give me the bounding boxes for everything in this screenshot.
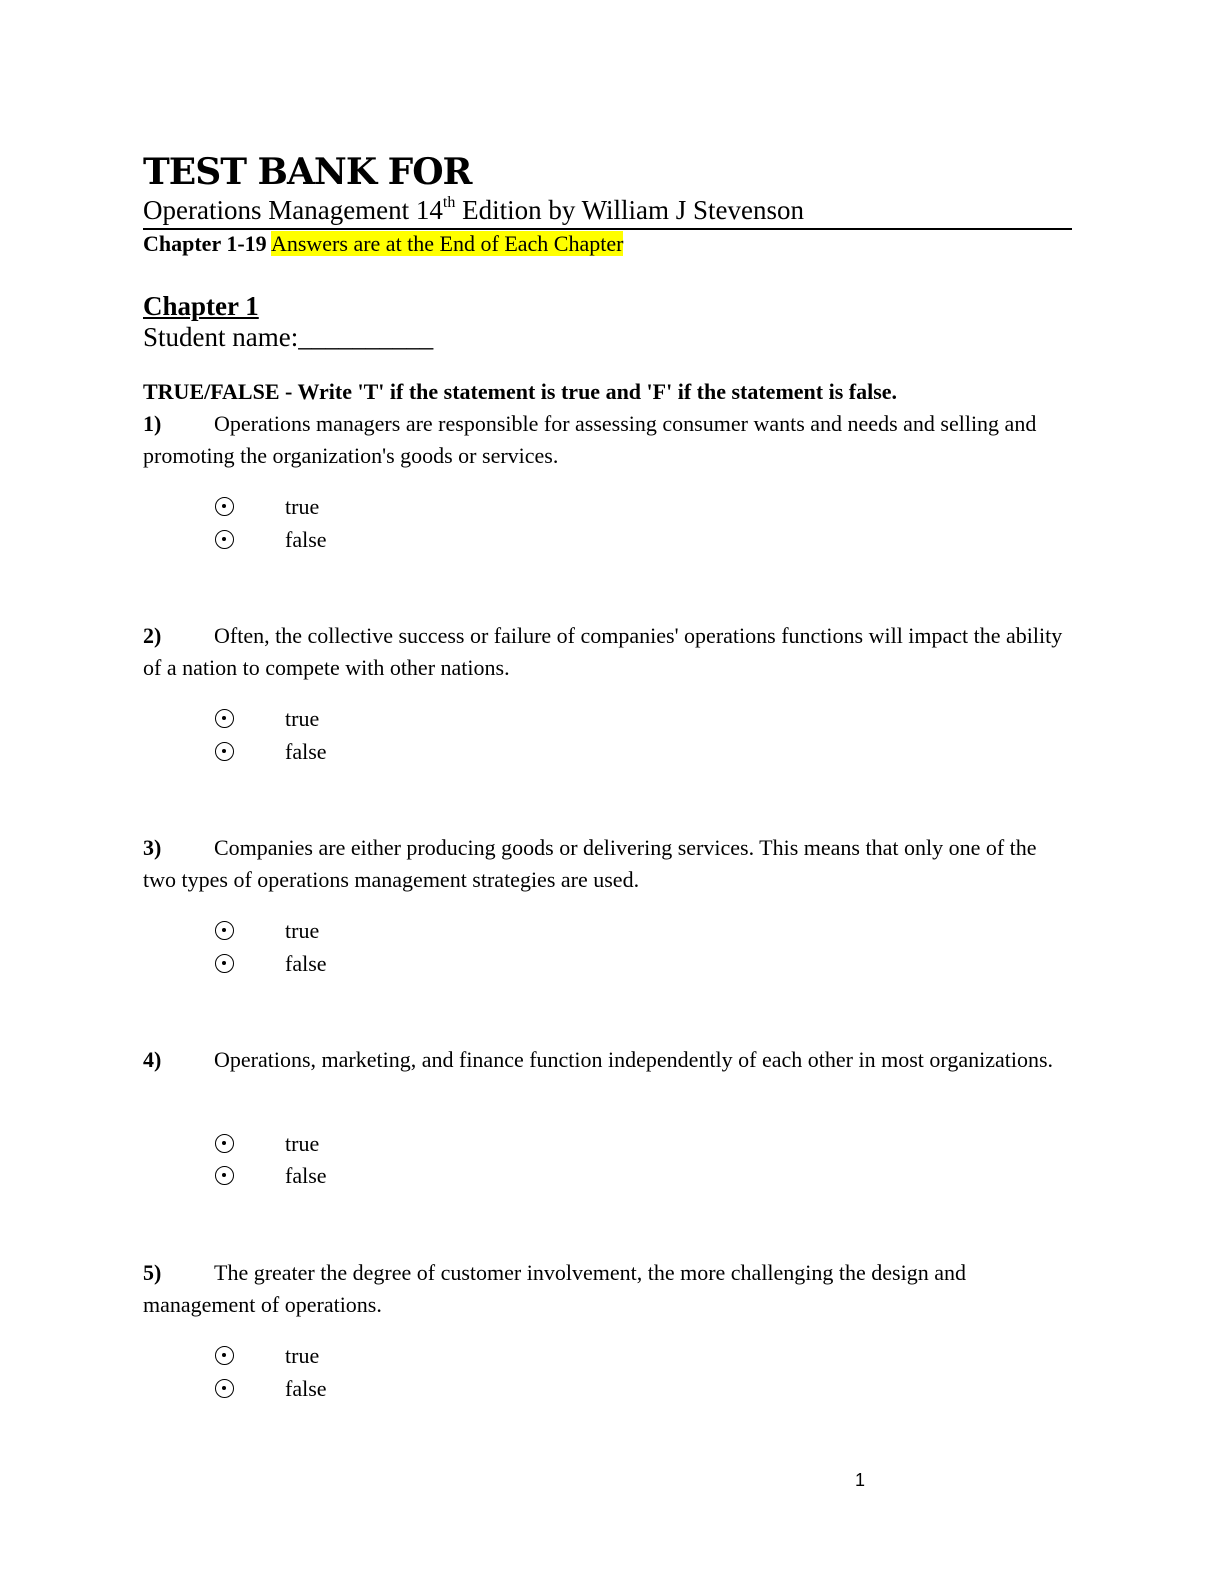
chapter-range-line bbox=[143, 230, 623, 258]
question-5 bbox=[143, 1257, 1073, 1321]
radio-button-icon[interactable] bbox=[215, 530, 234, 549]
radio-button-icon[interactable] bbox=[215, 1346, 234, 1365]
option-label: false bbox=[285, 951, 327, 976]
subtitle-author: Edition by William J Stevenson bbox=[455, 195, 805, 225]
question-text: Companies are either producing goods or delivering services. This means that only one of the two types of operations management strategies are used. bbox=[143, 835, 1037, 892]
book-subtitle bbox=[143, 192, 1072, 230]
student-name-field[interactable]: Student name:__________ bbox=[143, 322, 434, 352]
radio-button-icon[interactable] bbox=[215, 742, 234, 761]
question-text: Often, the collective success or failure of companies' operations functions will impact the ability of a nation to compete with other nations. bbox=[143, 623, 1063, 680]
question-1 bbox=[143, 408, 1073, 472]
radio-button-icon[interactable] bbox=[215, 921, 234, 940]
chapter-heading: Chapter 1 bbox=[143, 291, 259, 321]
question-2 bbox=[143, 620, 1073, 684]
question-text: The greater the degree of customer involvement, the more challenging the design and management of operations. bbox=[143, 1260, 966, 1317]
option-label: false bbox=[285, 1376, 327, 1401]
edition-superscript: th bbox=[442, 194, 456, 211]
page-number: 1 bbox=[855, 1470, 866, 1490]
option-label: false bbox=[285, 527, 327, 552]
radio-button-icon[interactable] bbox=[215, 954, 234, 973]
option-label: false bbox=[285, 739, 327, 764]
radio-button-icon[interactable] bbox=[215, 709, 234, 728]
instructions: TRUE/FALSE - Write 'T' if the statement is true and 'F' if the statement is false. bbox=[143, 379, 898, 404]
option-label: true bbox=[285, 706, 320, 731]
answers-note: Answers are at the End of Each Chapter bbox=[270, 231, 624, 256]
option-label: true bbox=[285, 918, 320, 943]
question-number: 5) bbox=[143, 1260, 162, 1285]
radio-button-icon[interactable] bbox=[215, 1166, 234, 1185]
question-number: 1) bbox=[143, 411, 162, 436]
question-number: 4) bbox=[143, 1047, 162, 1072]
question-text: Operations, marketing, and finance function independently of each other in most organizations. bbox=[214, 1047, 1054, 1072]
question-text: Operations managers are responsible for assessing consumer wants and needs and selling and promoting the organization's goods or services. bbox=[143, 411, 1037, 468]
question-3 bbox=[143, 832, 1073, 896]
option-label: true bbox=[285, 494, 320, 519]
radio-button-icon[interactable] bbox=[215, 497, 234, 516]
document-title: TEST BANK FOR bbox=[143, 151, 472, 193]
option-label: true bbox=[285, 1343, 320, 1368]
subtitle-text: Operations Management 14 bbox=[143, 195, 443, 225]
chapter-range: Chapter 1-19 bbox=[143, 231, 267, 256]
radio-button-icon[interactable] bbox=[215, 1379, 234, 1398]
option-label: true bbox=[285, 1131, 320, 1156]
question-number: 3) bbox=[143, 835, 162, 860]
question-number: 2) bbox=[143, 623, 162, 648]
radio-button-icon[interactable] bbox=[215, 1134, 234, 1153]
question-4 bbox=[143, 1044, 1073, 1076]
option-label: false bbox=[285, 1163, 327, 1188]
